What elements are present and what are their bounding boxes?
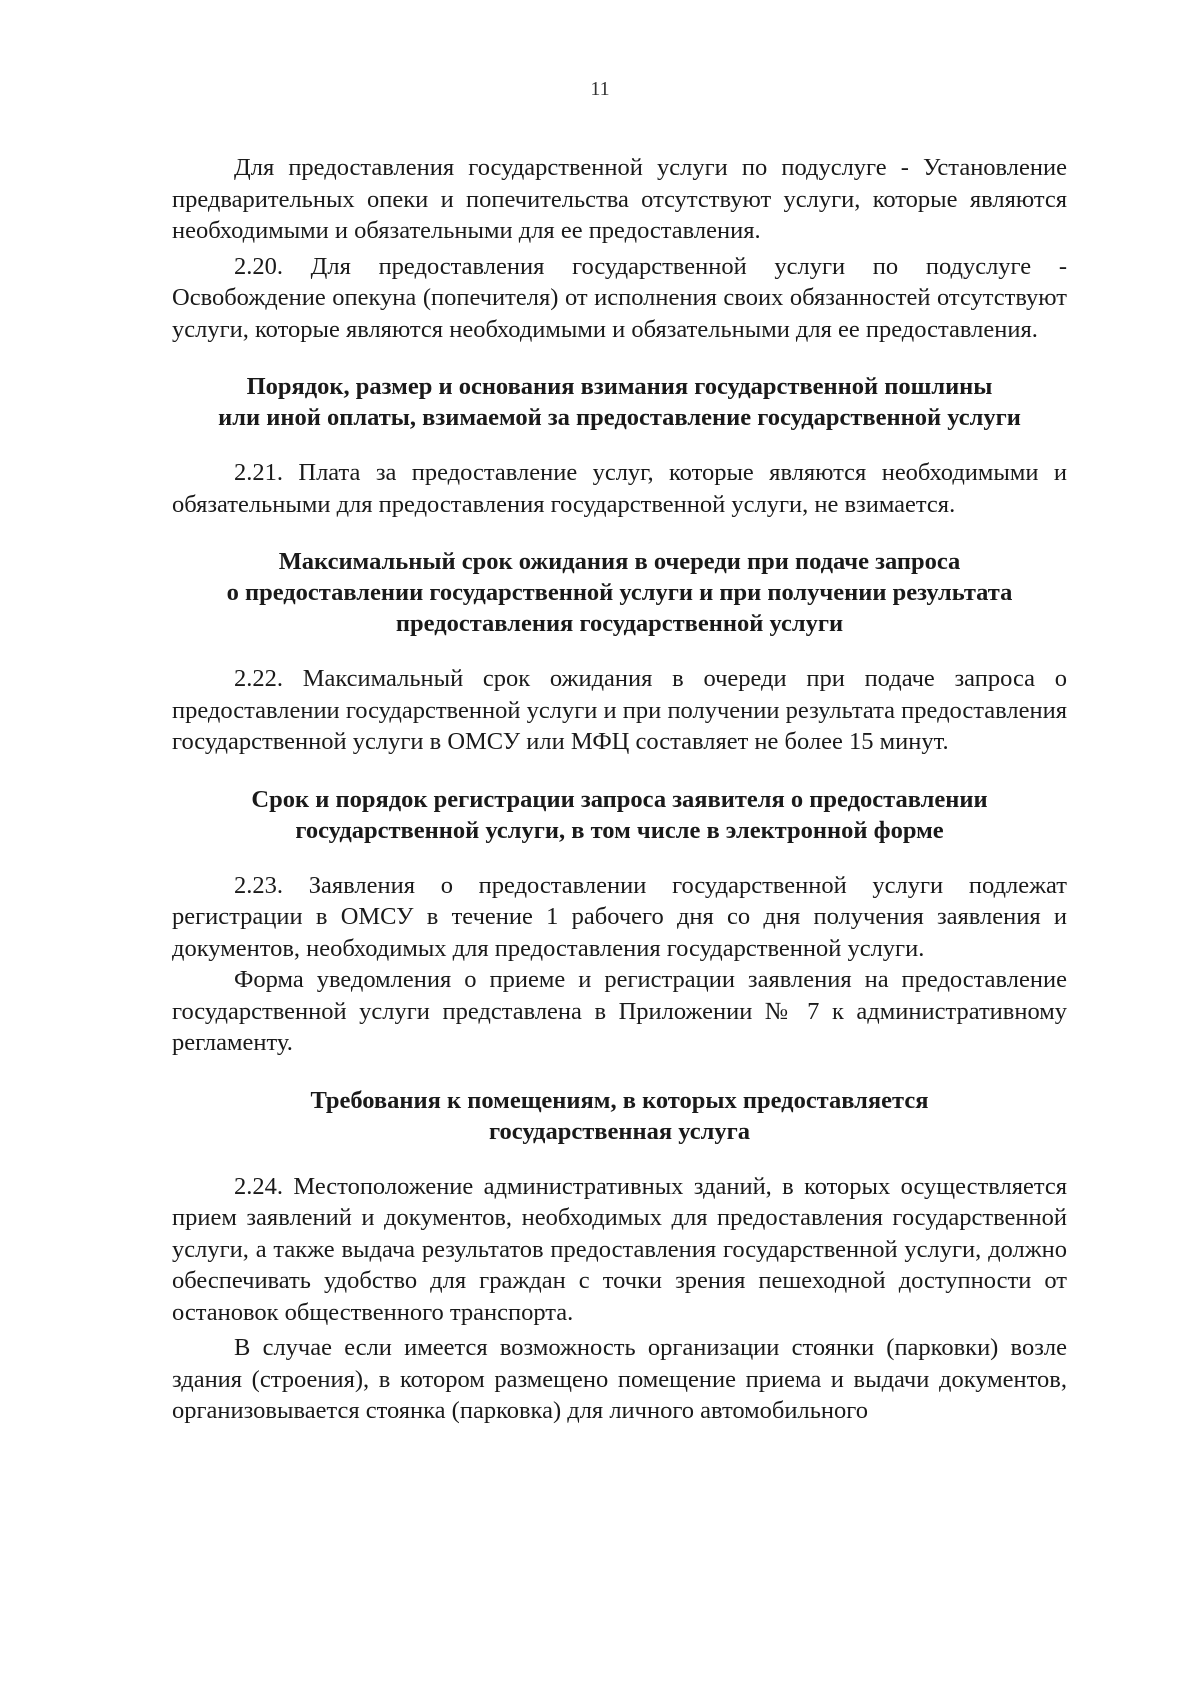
heading-line: Максимальный срок ожидания в очереди при подаче запроса [278, 548, 961, 575]
paragraph-2-20: 2.20. Для предоставления государственной услуги по подуслуге - Освобождение опекуна (попечителя) от исполнения своих обязанностей отсутствуют услуги, которые являются необходимыми и обязательными для ее предоставления. [172, 252, 1067, 343]
section-heading-waiting-time [172, 546, 1067, 639]
paragraph-2-22: 2.22. Максимальный срок ожидания в очереди при подаче запроса о предоставлении государственной услуги и при получении результата предоставления государственной услуги в ОМСУ или МФЦ составляет не более 15 минут. [172, 665, 1067, 755]
paragraph-notification-form: Форма уведомления о приеме и регистрации заявления на предоставление государственной услуги представлена в Приложении № 7 к административному регламенту. [172, 966, 1067, 1056]
heading-line: предоставления государственной услуги [395, 610, 844, 637]
heading-line: или иной оплаты, взимаемой за предоставление государственной услуги [218, 404, 1021, 431]
heading-line: о предоставлении государственной услуги и при получении результата [226, 579, 1013, 606]
paragraph-2-21: 2.21. Плата за предоставление услуг, которые являются необходимыми и обязательными для предоставления государственной услуги, не взимается. [172, 459, 1067, 518]
section-heading-registration [172, 784, 1067, 846]
heading-line: Требования к помещениям, в которых предоставляется [310, 1086, 929, 1114]
paragraph-2-24: 2.24. Местоположение административных зданий, в которых осуществляется прием заявлений и документов, необходимых для предоставления государственной услуги, а также выдача результатов предоставления государственной услуги, должно обеспечивать удобство для граждан с точки зрения пешеходной доступности от остановок общественного транспорта. [172, 1172, 1067, 1326]
section-heading-fee [172, 371, 1067, 433]
heading-line: государственной услуги, в том числе в электронной форме [295, 816, 944, 844]
paragraph: Для предоставления государственной услуги по подуслуге - Установление предварительных опеки и попечительства отсутствуют услуги, которые являются необходимыми и обязательными для ее предоставления. [172, 154, 1067, 244]
page-number: 11 [590, 78, 610, 100]
heading-line: Порядок, размер и основания взимания государственной пошлины [246, 373, 993, 400]
paragraph-parking: В случае если имеется возможность организации стоянки (парковки) возле здания (строения), в котором размещено помещение приема и выдачи документов, организовывается стоянка (парковка) для личного автомобильного [172, 1334, 1067, 1424]
paragraph-2-23: 2.23. Заявления о предоставлении государственной услуги подлежат регистрации в ОМСУ в течение 1 рабочего дня со дня получения заявления и документов, необходимых для предоставления государственной услуги. [172, 871, 1067, 962]
heading-line: государственная услуга [489, 1117, 750, 1145]
heading-line: Срок и порядок регистрации запроса заявителя о предоставлении [251, 785, 988, 813]
document-body [172, 152, 1067, 1427]
section-heading-premises [172, 1085, 1067, 1147]
